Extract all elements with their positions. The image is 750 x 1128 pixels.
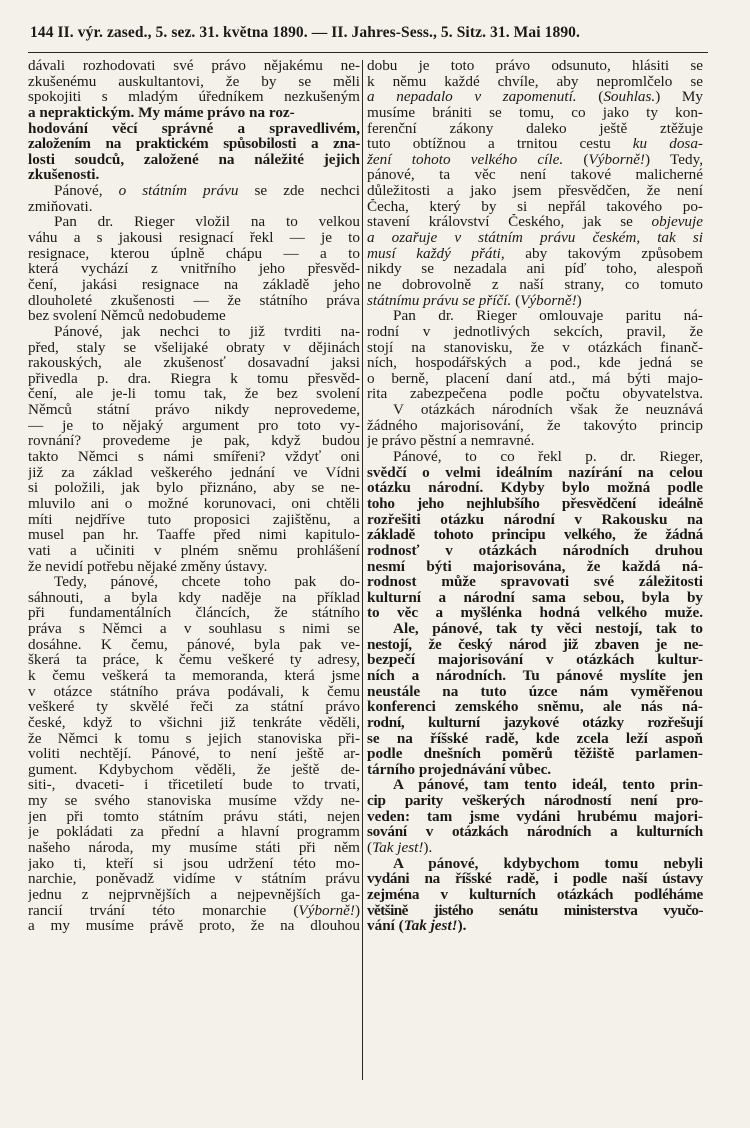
text-line: vati a učiniti v plném sněmu prohlášení — [28, 542, 360, 559]
text-line: sáhnouti, a byla kdy naděje na příklad — [28, 589, 360, 606]
text-line: při fundamentálních článcích, že státního — [28, 605, 360, 622]
text-line: otázku národní. Kdyby bylo možná podle — [367, 480, 703, 496]
page-header: 144 II. výr. zased., 5. sez. 31. května 1890. — II. Jahres-Sess., 5. Sitz. 31. Mai 1890. — [30, 24, 581, 41]
text-line: se na říšské radě, kde zcela leží aspoň — [367, 730, 703, 747]
text-line: rancií trvání této monarchie (Výborně!) — [28, 902, 360, 919]
text-line: našeho národa, my musíme státi při něm — [28, 840, 360, 856]
text-line: Čecha, který by si nepřál takového po- — [367, 198, 703, 215]
text-line: Pánové, o státním právu se zde nechci — [54, 183, 360, 199]
text-line: ne dobrovolně z naší strany, co tomuto — [367, 276, 703, 293]
text-line: — je to nějaký argument pro toto vy- — [28, 417, 360, 434]
text-line: dávali rozhodovati své právo nějakému ne- — [28, 58, 360, 74]
text-line: musíme brániti se tomu, co jako ty kon- — [367, 104, 703, 121]
text-line: toho jeho nejhlubšího přesvědčení ideálně — [367, 495, 703, 512]
text-line: my se svého stanoviska musíme vždy ne- — [28, 793, 360, 809]
text-line: mluvilo ani o možné korunovaci, oni chtěli — [28, 495, 360, 512]
text-line: státnímu právu se příčí. (Výborně!) — [367, 292, 582, 309]
text-line: zkušenému auskultantovi, že by se měli — [28, 73, 360, 90]
text-line: narchie, poněvadž vidíme v státním právu — [28, 871, 360, 887]
text-line: takto Němci s námi smířeni? vždyť oni — [28, 449, 360, 465]
text-line: a nepraktickým. My máme právo na roz- — [28, 104, 295, 121]
text-line: musel pan hr. Taaffe před nimi kapitulo- — [28, 527, 360, 543]
text-line: jednu z nejprvnějších a nejpevnějších ga- — [28, 886, 360, 903]
text-line: ferenční zákony daleko ještě ztěžuje — [367, 120, 703, 137]
text-line: která vychází z vnitřního jeho přesvěd- — [28, 261, 360, 277]
text-line: nestojí, že český národ již zbaven je ne- — [367, 636, 703, 653]
text-line: rodnosť v otázkách národních druhou — [367, 542, 703, 559]
text-line: gument. Kdybychom věděli, že ještě de- — [28, 761, 360, 778]
text-line: před, staly se všelijaké obraty v dějinách — [28, 339, 360, 356]
text-line: V otázkách národních však že neuznává — [393, 402, 703, 418]
text-line: nesmí býti majorisována, že každá ná- — [367, 558, 703, 575]
text-line: veškeré ty skvělé řeči za státní právo — [28, 699, 360, 715]
text-line: veden: tam jsme vydáni hrubému majori- — [367, 808, 703, 825]
text-line: Pánové, jak nechci to již tvrditi na- — [54, 323, 360, 340]
text-line: je právo pěstní a nemravné. — [367, 433, 535, 450]
text-line: míti nejdříve tuto proposici zajištěnu, a — [28, 511, 360, 528]
text-line: v otázce státního práva podávali, k čemu — [28, 683, 360, 700]
text-line: cip parity veškerých národností není pro- — [367, 793, 703, 809]
column-divider — [362, 60, 363, 1080]
text-line: podle dnešních poměrů těžiště parlamen- — [367, 746, 703, 762]
text-line: losti soudců, založené na náležité jejich — [28, 151, 360, 168]
text-line: tárního projednávání vůbec. — [367, 761, 552, 778]
text-line: a my musíme právě proto, že na dlouhou — [28, 918, 360, 934]
text-line: stavení království Českého, jak se objevuje — [367, 214, 703, 231]
text-line: spokojiti s mladým úředníkem nezkušeným — [28, 89, 360, 105]
text-line: A pánové, kdybychom tomu nebyli — [393, 855, 703, 872]
text-line: sování v otázkách národních a kulturních — [367, 824, 703, 841]
text-line: rodní, kulturní jazykové otázky rozřešují — [367, 714, 703, 731]
text-line: a ozařuje v státním právu českém, tak si — [367, 230, 703, 246]
text-line: musí každý přáti, aby takovým způsobem — [367, 245, 703, 262]
text-line: Pan dr. Rieger omlouvaje paritu ná- — [393, 308, 703, 324]
text-line: že Němci k tomu s jejich stanoviska při- — [28, 730, 360, 747]
text-line: že nevidí potřebu nějaké změny ústavy. — [28, 558, 268, 575]
text-line: Ale, pánové, tak ty věci nestojí, tak to — [393, 621, 703, 637]
text-line: kulturní a národní sama sebou, byla by — [367, 589, 703, 606]
text-line: základě tohoto principu velkého, že žádná — [367, 527, 703, 543]
text-line: rodnost může spravovati své záležitosti — [367, 574, 703, 590]
text-line: české, když to všichni již tenkráte věděli, — [28, 714, 360, 731]
text-line: přivedla p. dra. Riegra k tomu přesvěd- — [28, 370, 360, 387]
text-line: ních, hospodářských a pod., kde jedná se — [367, 355, 703, 371]
text-line: rita zabezpečena podle počtu obyvatelstva. — [367, 386, 703, 403]
text-line: dlouholeté zkušenosti — že státního práva — [28, 292, 360, 309]
text-line: (Tak jest!). — [367, 840, 433, 856]
text-line: žádného majorisování, že takovýto princip — [367, 417, 703, 434]
text-line: práva s Němci a v souhlasu s nimi se — [28, 621, 360, 637]
left-column — [28, 58, 360, 934]
text-line: o berně, placení daní atd., má býti majo- — [367, 370, 703, 387]
text-line: rodní v jednotlivých sekcích, pravil, že — [367, 323, 703, 340]
text-line: škerá ta práce, k čemu veškeré ty adresy, — [28, 652, 360, 668]
text-line: ních a národních. Tu pánové myslíte jen — [367, 667, 703, 684]
text-line: Němců státní právo nikdy neprovedeme, — [28, 402, 360, 418]
text-line: váhu a s jakousi resignací řekl — je to — [28, 230, 360, 246]
text-line: A pánové, tam tento ideál, tento prin- — [393, 777, 703, 794]
text-line: založením na praktickém spůsobilosti a zna- — [28, 136, 360, 152]
text-line: vydáni na říšské radě, i podle naší ústavy — [367, 871, 703, 887]
text-line: Pánové, to co řekl p. dr. Rieger, — [393, 449, 703, 465]
text-line: to věc a myšlénka hodná velkého muže. — [367, 605, 703, 622]
text-line: rovnání? provedeme je pak, když budou — [28, 433, 360, 450]
text-line: zkušenosti. — [28, 167, 100, 184]
text-line: tuto obtížnou a trnitou cestu ku dosa- — [367, 136, 703, 152]
text-line: si položili, jak bylo přiznáno, aby se ne- — [28, 480, 360, 496]
text-line: bezpečí majorisování v otázkách kultur- — [367, 652, 703, 668]
text-line: siti-, dvaceti- i třicetiletí bude to trvati, — [28, 777, 360, 794]
text-line: jako ti, kteří si jsou udržení této mo- — [28, 855, 360, 872]
text-line: a nepadalo v zapomenutí. (Souhlas.) My — [367, 89, 703, 105]
text-line: pánové, ta věc není takové malicherné — [367, 167, 703, 184]
text-line: neustále na tuto úzce nám vyměřenou — [367, 683, 703, 700]
text-line: k čemu veškerá ta memoranda, která jsme — [28, 667, 360, 684]
text-line: Pan dr. Rieger vložil na to velkou — [54, 214, 360, 231]
text-line: dosáhne. K čemu, pánové, byla pak ve- — [28, 636, 360, 653]
text-line: rozřešiti otázku národní v Rakousku na — [367, 511, 703, 528]
text-line: jen při tomto státním právu státi, nejen — [28, 808, 360, 825]
text-line: Tedy, pánové, chcete toho pak do- — [54, 574, 360, 590]
text-line: je pokládati za přední a hlavní programm — [28, 824, 360, 841]
text-line: nikdy se nezadala ani píď toho, alespoň — [367, 261, 703, 277]
text-line: bez svolení Němců nedobudeme — [28, 308, 226, 324]
text-line: svědčí o velmi ideálním nazírání na celou — [367, 464, 703, 481]
text-line: zmiňovati. — [28, 198, 93, 215]
text-line: resignace, kterou úplně chápu — a to — [28, 245, 360, 262]
right-column — [367, 58, 703, 934]
text-line: zejména v kulturních otázkách podléháme — [367, 886, 703, 903]
text-line: voliti nechtějí. Pánové, to není ještě ar- — [28, 746, 360, 762]
text-line: rakouských, ale zkušenosť dosavadní jaksi — [28, 355, 360, 371]
text-line: konferenci zemského sněmu, ale nás ná- — [367, 699, 703, 715]
text-line: dobu je toto právo odsunuto, hlásiti se — [367, 58, 703, 74]
text-line: důležitosti a jako jsem přesvědčen, že není — [367, 183, 703, 199]
text-line: žení tohoto velkého cíle. (Výborně!) Tedy, — [367, 151, 703, 168]
text-line: hodování věcí správné a spravedlivém, — [28, 120, 360, 137]
text-line: k němu každé chvíle, aby nepromlčelo se — [367, 73, 703, 90]
text-line: čení, jakási resignace na základě jeho — [28, 276, 360, 293]
text-line: již za základ veškerého jednání ve Vídni — [28, 464, 360, 481]
text-line: stojí na stanovisku, že v otázkách finanč- — [367, 339, 703, 356]
text-line: čení, ale je-li tomu tak, že bez svolení — [28, 386, 360, 403]
header-rule — [28, 52, 708, 53]
text-line: vání (Tak jest!). — [367, 918, 467, 934]
text-line: většině jistého senátu ministerstva vyučo- — [367, 902, 703, 919]
